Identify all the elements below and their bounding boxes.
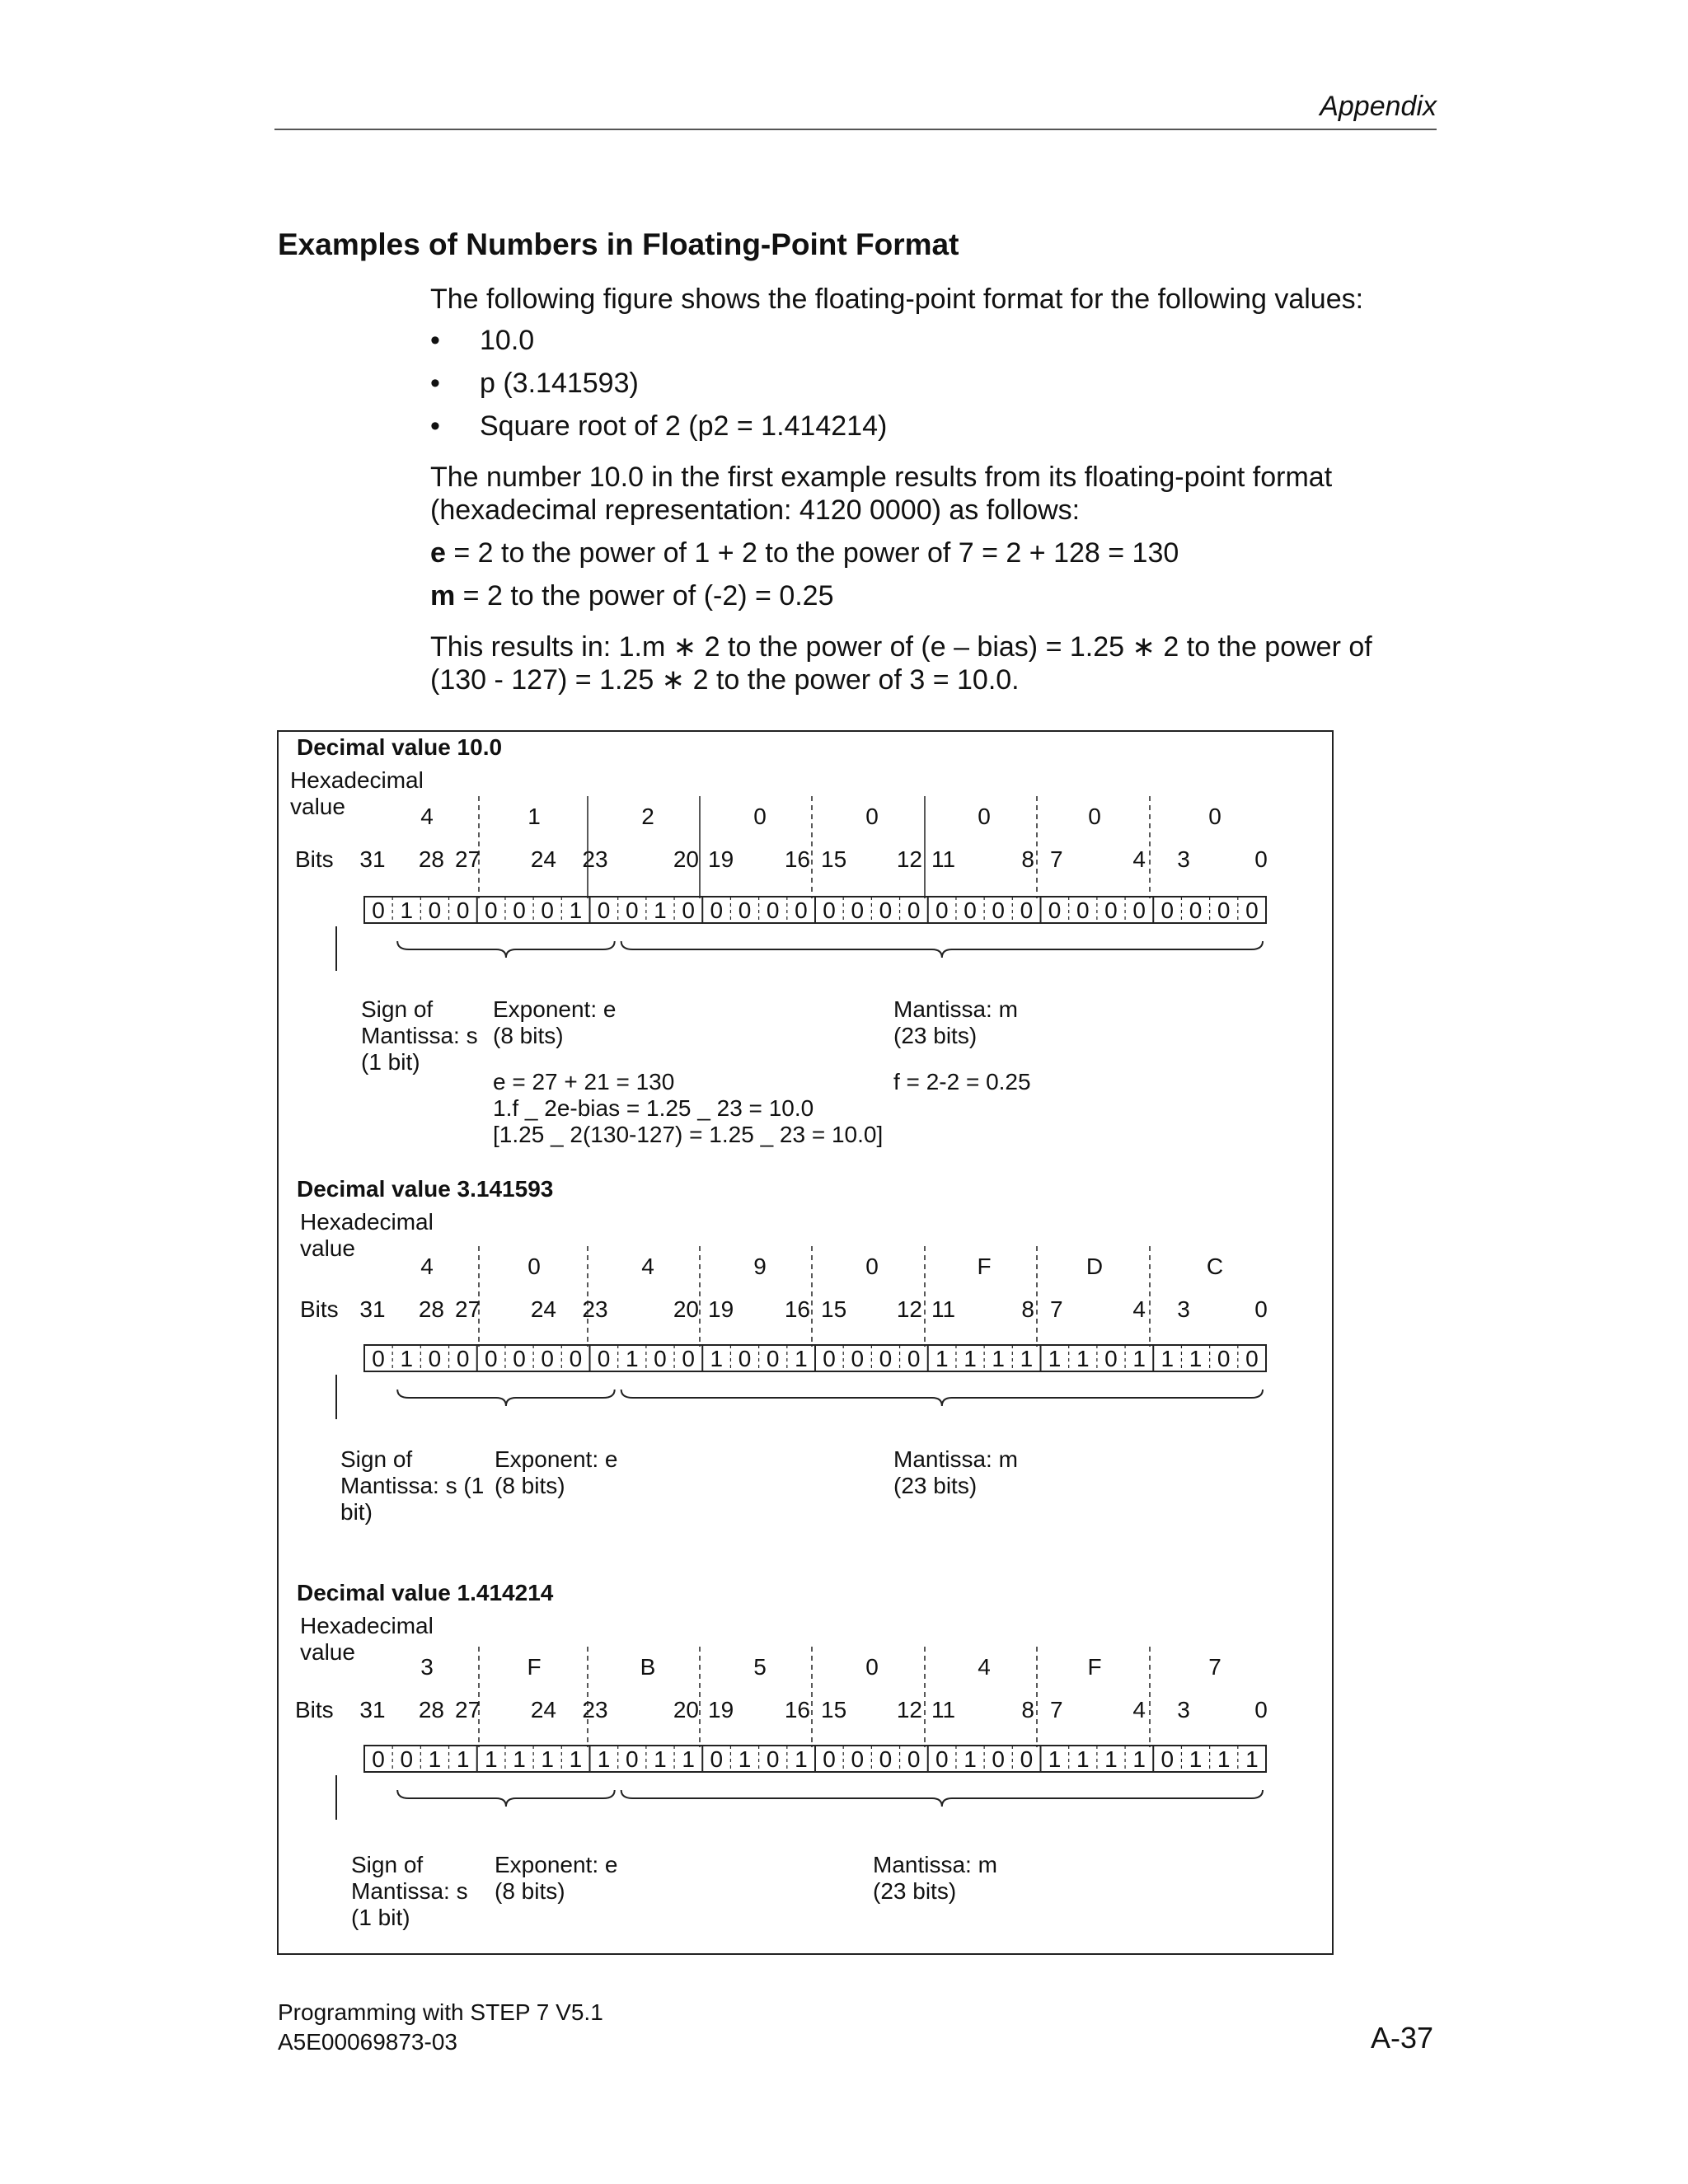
bit-value: 0 — [513, 898, 526, 923]
bit-value: 1 — [1132, 1746, 1146, 1772]
bit-value: 1 — [428, 1746, 442, 1772]
bit-value: 0 — [851, 1746, 865, 1772]
hex-digit: D — [1085, 1254, 1104, 1279]
bit-number: 23 — [582, 846, 608, 872]
bit-value: 0 — [935, 1746, 949, 1772]
hex-digit: 2 — [641, 804, 654, 829]
bit-value: 1 — [1245, 1746, 1259, 1772]
bit-value: 0 — [766, 1746, 780, 1772]
bit-number: 8 — [1021, 1296, 1034, 1322]
mantissa-brace — [621, 941, 1263, 958]
bullet-item: 10.0 — [480, 325, 535, 356]
bullet-dot: • — [430, 368, 440, 399]
bit-value: 0 — [710, 898, 724, 923]
hex-digit: 0 — [865, 1654, 879, 1680]
bit-value: 0 — [992, 1746, 1006, 1772]
paragraph-line: The number 10.0 in the first example results from its floating-point format — [430, 462, 1333, 493]
exponent-label: (8 bits) — [495, 1878, 565, 1904]
bit-value: 0 — [823, 1746, 836, 1772]
bit-value: 0 — [1217, 898, 1231, 923]
hex-label: value — [300, 1235, 355, 1261]
fraction-calculation: f = 2-2 = 0.25 — [893, 1069, 1031, 1094]
bit-number: 20 — [673, 1296, 699, 1322]
bit-value: 0 — [569, 1346, 583, 1371]
bit-number: 27 — [455, 1697, 481, 1722]
bit-value: 0 — [428, 1346, 442, 1371]
exponent-equation — [430, 536, 1179, 570]
bit-value: 1 — [1132, 1346, 1146, 1371]
hex-digit: F — [527, 1654, 542, 1680]
bit-value: 1 — [400, 1346, 414, 1371]
bit-number: 3 — [1177, 1296, 1190, 1322]
bit-value: 0 — [1076, 898, 1090, 923]
bit-value: 0 — [372, 1746, 385, 1772]
exponent-label: Exponent: e — [495, 1446, 618, 1472]
bit-number: 0 — [1254, 1697, 1268, 1722]
sign-label: (1 bit) — [351, 1905, 410, 1930]
bit-number: 20 — [673, 1697, 699, 1722]
bit-value: 0 — [1104, 898, 1118, 923]
bit-value: 1 — [738, 1746, 752, 1772]
bit-number: 24 — [530, 846, 556, 872]
bit-value: 0 — [456, 1346, 470, 1371]
footer-doc-number: A5E00069873-03 — [278, 2029, 457, 2055]
bit-value: 0 — [1189, 898, 1203, 923]
hex-digit: 4 — [420, 1254, 434, 1279]
bit-value: 0 — [823, 1346, 836, 1371]
bit-value: 0 — [964, 898, 977, 923]
hex-digit: 0 — [1088, 804, 1101, 829]
panel-title: Decimal value 10.0 — [297, 734, 503, 760]
bit-value: 0 — [372, 1346, 385, 1371]
bit-value: 1 — [654, 898, 667, 923]
bit-number: 4 — [1132, 1296, 1146, 1322]
bit-value: 0 — [1020, 1746, 1034, 1772]
bit-number: 12 — [896, 846, 922, 872]
header-rule — [274, 129, 1437, 130]
bit-number: 31 — [359, 1697, 386, 1722]
bit-value: 0 — [372, 898, 385, 923]
hex-digit: 0 — [1208, 804, 1221, 829]
bit-number: 3 — [1177, 846, 1190, 872]
calculation-line: e = 27 + 21 = 130 — [493, 1069, 675, 1094]
bit-value: 0 — [541, 1346, 555, 1371]
bit-value: 0 — [738, 898, 752, 923]
sign-label: Mantissa: s — [361, 1023, 478, 1048]
exponent-brace — [397, 941, 615, 958]
intro-lead: The following figure shows the floating-point format for the following values: — [430, 284, 1364, 315]
bit-value: 1 — [569, 1746, 583, 1772]
panel-title: Decimal value 1.414214 — [297, 1580, 554, 1605]
bits-label: Bits — [300, 1296, 339, 1322]
sign-label: Sign of — [340, 1446, 413, 1472]
page-number: A-37 — [1370, 2021, 1433, 2055]
bit-value: 1 — [625, 1346, 639, 1371]
exponent-brace — [397, 1790, 615, 1807]
bit-value: 0 — [682, 898, 695, 923]
calculation-line: 1.f _ 2e-bias = 1.25 _ 23 = 10.0 — [493, 1095, 814, 1121]
bit-value: 0 — [823, 898, 836, 923]
exponent-label: Exponent: e — [493, 996, 617, 1022]
bit-number: 28 — [418, 1697, 444, 1722]
sign-label: Sign of — [351, 1852, 424, 1877]
bit-value: 1 — [400, 898, 414, 923]
bullet-item: Square root of 2 (p2 = 1.414214) — [480, 410, 888, 442]
mantissa-symbol: m — [430, 580, 456, 612]
hex-digit: 3 — [420, 1654, 434, 1680]
mantissa-label: (23 bits) — [893, 1473, 978, 1498]
exponent-label: (8 bits) — [493, 1023, 564, 1048]
bit-value: 0 — [907, 1346, 921, 1371]
mantissa-label: Mantissa: m — [873, 1852, 997, 1877]
bit-value: 1 — [513, 1746, 526, 1772]
bit-value: 0 — [738, 1346, 752, 1371]
bit-value: 1 — [1020, 1346, 1034, 1371]
bit-number: 24 — [530, 1697, 556, 1722]
bit-number: 20 — [673, 846, 699, 872]
hex-digit: 0 — [865, 1254, 879, 1279]
bit-number: 16 — [784, 846, 810, 872]
bit-number: 31 — [359, 846, 386, 872]
bit-value: 0 — [1217, 1346, 1231, 1371]
bit-number: 15 — [821, 1296, 847, 1322]
bit-value: 0 — [879, 1346, 893, 1371]
bit-number: 7 — [1050, 1296, 1063, 1322]
bit-value: 0 — [1160, 1746, 1175, 1772]
bit-number: 28 — [418, 1296, 444, 1322]
paragraph-line: (hexadecimal representation: 4120 0000) as follows: — [430, 494, 1081, 526]
bit-value: 1 — [456, 1746, 470, 1772]
bit-value: 0 — [907, 1746, 921, 1772]
bit-value: 0 — [795, 898, 808, 923]
bit-number: 23 — [582, 1697, 608, 1722]
bit-value: 0 — [1160, 898, 1175, 923]
bit-value: 1 — [1160, 1346, 1175, 1371]
bit-value: 0 — [1048, 898, 1062, 923]
bit-number: 19 — [708, 846, 734, 872]
bit-value: 0 — [710, 1746, 724, 1772]
hex-digit: 9 — [753, 1254, 767, 1279]
mantissa-label: (23 bits) — [873, 1878, 957, 1904]
hex-label: Hexadecimal — [300, 1209, 434, 1235]
mantissa-label: (23 bits) — [893, 1023, 978, 1048]
hex-digit: 0 — [865, 804, 879, 829]
bit-number: 27 — [455, 846, 481, 872]
bit-value: 1 — [569, 898, 583, 923]
bit-value: 1 — [654, 1746, 667, 1772]
bit-value: 0 — [597, 1346, 611, 1371]
bit-number: 11 — [931, 1296, 956, 1322]
hex-digit: 0 — [528, 1254, 541, 1279]
bit-value: 0 — [456, 898, 470, 923]
hex-digit: 0 — [978, 804, 991, 829]
bit-value: 1 — [682, 1746, 695, 1772]
hex-digit: F — [977, 1254, 992, 1279]
bit-value: 0 — [992, 898, 1006, 923]
bit-value: 0 — [682, 1346, 695, 1371]
mantissa-brace — [621, 1390, 1263, 1406]
sign-label: bit) — [340, 1499, 373, 1525]
bit-value: 0 — [400, 1746, 414, 1772]
bit-value: 1 — [597, 1746, 611, 1772]
bit-value: 0 — [1245, 898, 1259, 923]
hex-digit: B — [640, 1654, 656, 1680]
sign-label: Mantissa: s (1 — [340, 1473, 485, 1498]
bit-number: 27 — [455, 1296, 481, 1322]
hex-digit: 4 — [420, 804, 434, 829]
bit-value: 1 — [795, 1746, 808, 1772]
bit-value: 0 — [851, 1346, 865, 1371]
hex-digit: 4 — [978, 1654, 991, 1680]
exponent-label: Exponent: e — [495, 1852, 618, 1877]
bit-value: 0 — [935, 898, 949, 923]
bit-number: 15 — [821, 846, 847, 872]
exponent-symbol: e — [430, 537, 446, 569]
bit-value: 0 — [879, 898, 893, 923]
section-title: Examples of Numbers in Floating-Point Format — [278, 227, 959, 261]
bit-value: 0 — [1104, 1346, 1118, 1371]
bit-value: 1 — [1048, 1746, 1062, 1772]
bit-value: 0 — [1020, 898, 1034, 923]
bit-number: 0 — [1254, 1296, 1268, 1322]
running-header: Appendix — [1320, 91, 1437, 122]
bit-value: 0 — [851, 898, 865, 923]
bit-number: 7 — [1050, 1697, 1063, 1722]
mantissa-equation-text: = 2 to the power of (-2) = 0.25 — [455, 580, 834, 612]
bit-value: 1 — [992, 1346, 1006, 1371]
bit-value: 1 — [541, 1746, 555, 1772]
bit-value: 0 — [428, 898, 442, 923]
figure-diagram — [279, 732, 1335, 1957]
bits-label: Bits — [295, 1697, 334, 1722]
bit-value: 1 — [964, 1346, 977, 1371]
bit-number: 3 — [1177, 1697, 1190, 1722]
bit-value: 1 — [1104, 1746, 1118, 1772]
bullet-item: p (3.141593) — [480, 368, 639, 399]
bullet-dot: • — [430, 325, 440, 356]
bits-label: Bits — [295, 846, 334, 872]
bit-value: 1 — [1076, 1346, 1090, 1371]
bit-value: 1 — [935, 1346, 949, 1371]
bit-number: 15 — [821, 1697, 847, 1722]
hex-digit: C — [1206, 1254, 1224, 1279]
bit-value: 1 — [710, 1346, 724, 1371]
bit-value: 1 — [795, 1346, 808, 1371]
bit-value: 0 — [766, 1346, 780, 1371]
hex-digit: F — [1087, 1654, 1102, 1680]
mantissa-label: Mantissa: m — [893, 996, 1018, 1022]
hex-digit: 0 — [753, 804, 767, 829]
bit-number: 12 — [896, 1296, 922, 1322]
bit-value: 0 — [485, 1346, 498, 1371]
exponent-equation-text: = 2 to the power of 1 + 2 to the power of 7 = 2 + 128 = 130 — [445, 537, 1179, 569]
bit-value: 0 — [1245, 1346, 1259, 1371]
floating-point-figure — [277, 730, 1334, 1955]
bit-number: 11 — [931, 846, 956, 872]
bit-value: 0 — [654, 1346, 667, 1371]
exponent-label: (8 bits) — [495, 1473, 565, 1498]
hex-label: value — [290, 794, 345, 819]
bit-value: 1 — [1048, 1346, 1062, 1371]
mantissa-label: Mantissa: m — [893, 1446, 1018, 1472]
bit-value: 0 — [766, 898, 780, 923]
bit-number: 19 — [708, 1296, 734, 1322]
bit-number: 0 — [1254, 846, 1268, 872]
hex-label: Hexadecimal — [290, 767, 424, 793]
bit-value: 1 — [964, 1746, 977, 1772]
sign-label: Mantissa: s — [351, 1878, 468, 1904]
bit-number: 19 — [708, 1697, 734, 1722]
exponent-brace — [397, 1390, 615, 1406]
bit-number: 11 — [931, 1697, 956, 1722]
bit-value: 0 — [485, 898, 498, 923]
mantissa-equation — [430, 579, 834, 613]
bit-number: 16 — [784, 1296, 810, 1322]
bit-value: 1 — [1189, 1746, 1203, 1772]
bit-number: 8 — [1021, 1697, 1034, 1722]
bit-value: 1 — [1217, 1746, 1231, 1772]
bit-number: 12 — [896, 1697, 922, 1722]
bit-number: 28 — [418, 846, 444, 872]
sign-label: Sign of — [361, 996, 434, 1022]
bit-value: 0 — [625, 1746, 639, 1772]
bit-number: 4 — [1132, 846, 1146, 872]
hex-label: value — [300, 1639, 355, 1665]
bit-value: 0 — [541, 898, 555, 923]
bullet-dot: • — [430, 410, 440, 442]
bit-number: 16 — [784, 1697, 810, 1722]
footer-title: Programming with STEP 7 V5.1 — [278, 1999, 603, 2025]
bit-number: 31 — [359, 1296, 386, 1322]
bit-number: 8 — [1021, 846, 1034, 872]
panel-title: Decimal value 3.141593 — [297, 1176, 554, 1202]
bit-value: 1 — [485, 1746, 498, 1772]
bit-number: 7 — [1050, 846, 1063, 872]
hex-label: Hexadecimal — [300, 1613, 434, 1638]
result-line: (130 - 127) = 1.25 ∗ 2 to the power of 3 = 10.0. — [430, 664, 1020, 696]
calculation-line: [1.25 _ 2(130-127) = 1.25 _ 23 = 10.0] — [493, 1122, 884, 1147]
sign-label: (1 bit) — [361, 1049, 420, 1075]
bit-value: 0 — [513, 1346, 526, 1371]
bit-value: 0 — [879, 1746, 893, 1772]
bit-number: 23 — [582, 1296, 608, 1322]
bit-value: 0 — [1132, 898, 1146, 923]
hex-digit: 5 — [753, 1654, 767, 1680]
bit-value: 0 — [597, 898, 611, 923]
hex-digit: 4 — [641, 1254, 654, 1279]
bit-number: 24 — [530, 1296, 556, 1322]
bit-value: 0 — [625, 898, 639, 923]
bit-value: 1 — [1189, 1346, 1203, 1371]
hex-digit: 1 — [528, 804, 541, 829]
mantissa-brace — [621, 1790, 1263, 1807]
hex-digit: 7 — [1208, 1654, 1221, 1680]
bit-value: 0 — [907, 898, 921, 923]
result-line: This results in: 1.m ∗ 2 to the power of (e – bias) = 1.25 ∗ 2 to the power of — [430, 631, 1372, 663]
bit-value: 1 — [1076, 1746, 1090, 1772]
bit-number: 4 — [1132, 1697, 1146, 1722]
